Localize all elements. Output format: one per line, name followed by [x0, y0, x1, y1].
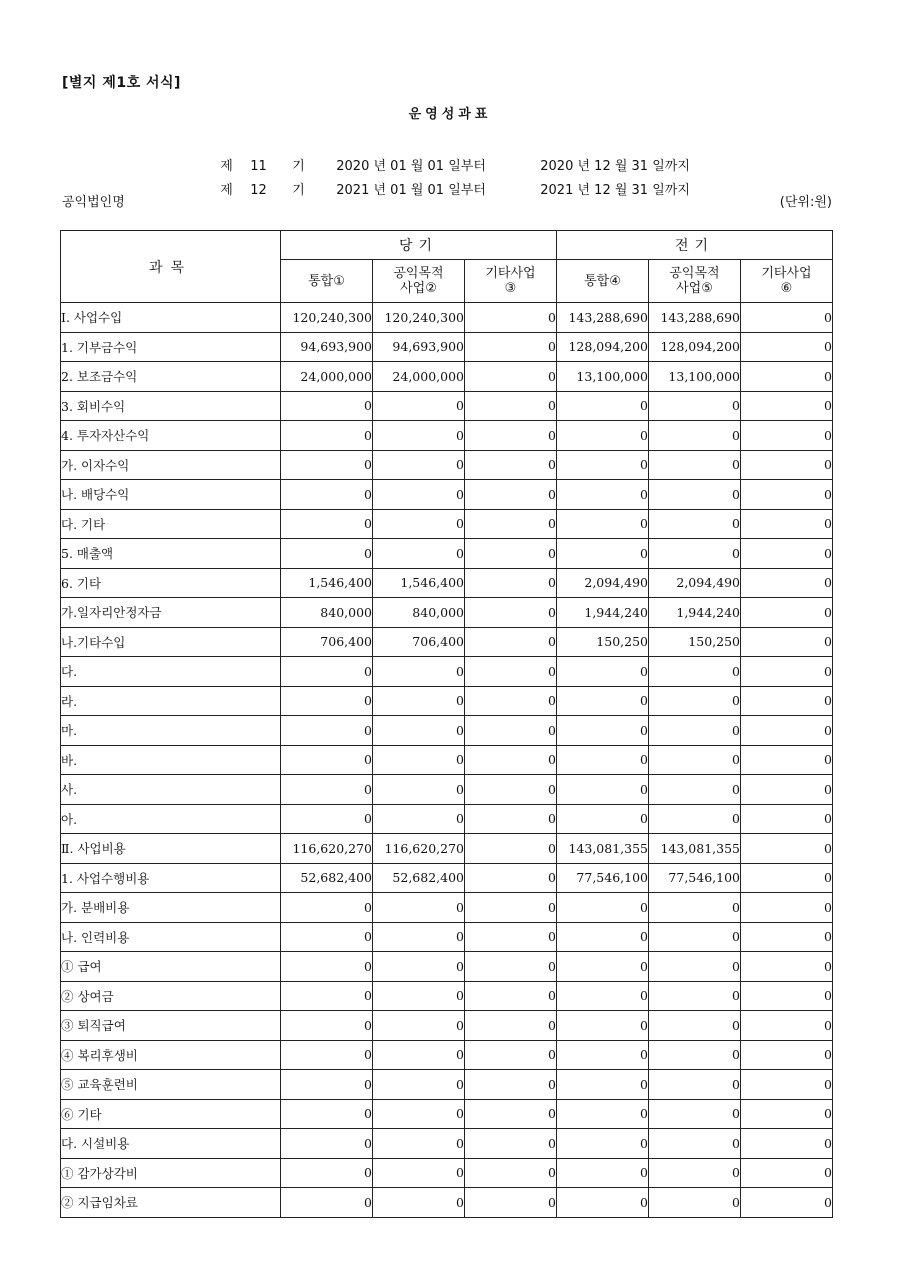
amount-cell: 0	[649, 450, 741, 480]
amount-cell: 0	[649, 421, 741, 451]
amount-cell: 0	[281, 450, 373, 480]
table-row	[61, 922, 833, 952]
amount-cell: 0	[465, 627, 557, 657]
period-line-current	[212, 164, 690, 198]
amount-cell: 0	[373, 1070, 465, 1100]
amount-cell: 0	[465, 804, 557, 834]
amount-cell: 143,288,690	[557, 303, 649, 333]
amount-cell: 0	[649, 1040, 741, 1070]
row-label: 다. 시설비용	[61, 1129, 281, 1159]
amount-cell: 0	[557, 1011, 649, 1041]
amount-cell: 0	[741, 893, 833, 923]
row-label: Ⅱ. 사업비용	[61, 834, 281, 864]
amount-cell: 0	[557, 981, 649, 1011]
row-label: 나.기타수입	[61, 627, 281, 657]
amount-cell: 0	[373, 539, 465, 569]
amount-cell: 0	[741, 480, 833, 510]
col-header-other-prior	[741, 260, 833, 303]
amount-cell: 77,546,100	[649, 863, 741, 893]
amount-cell: 0	[649, 1129, 741, 1159]
amount-cell: 0	[465, 1188, 557, 1218]
row-label: 6. 기타	[61, 568, 281, 598]
amount-cell: 0	[465, 391, 557, 421]
table-row	[61, 834, 833, 864]
amount-cell: 0	[649, 952, 741, 982]
amount-cell: 0	[649, 391, 741, 421]
row-label: 사.	[61, 775, 281, 805]
amount-cell: 1,546,400	[373, 568, 465, 598]
amount-cell: 0	[465, 509, 557, 539]
table-row	[61, 1188, 833, 1218]
row-label: 1. 사업수행비용	[61, 863, 281, 893]
amount-cell: 128,094,200	[557, 332, 649, 362]
row-label: 가. 이자수익	[61, 450, 281, 480]
amount-cell: 0	[741, 922, 833, 952]
amount-cell: 0	[741, 745, 833, 775]
amount-cell: 706,400	[281, 627, 373, 657]
amount-cell: 0	[281, 1129, 373, 1159]
table-row	[61, 450, 833, 480]
corporation-name-label: 공익법인명	[62, 195, 125, 210]
amount-cell: 0	[373, 1158, 465, 1188]
amount-cell: 0	[465, 745, 557, 775]
amount-cell: 0	[557, 922, 649, 952]
amount-cell: 0	[557, 804, 649, 834]
row-label: 다. 기타	[61, 509, 281, 539]
amount-cell: 0	[465, 657, 557, 687]
amount-cell: 0	[281, 1188, 373, 1218]
col-header-text: ③	[504, 281, 517, 296]
amount-cell: 0	[741, 981, 833, 1011]
table-row	[61, 391, 833, 421]
amount-cell: 0	[281, 391, 373, 421]
table-row	[61, 303, 833, 333]
row-label: ⑤ 교육훈련비	[61, 1070, 281, 1100]
amount-cell: 0	[373, 745, 465, 775]
table-row	[61, 509, 833, 539]
amount-cell: 0	[373, 686, 465, 716]
amount-cell: 0	[741, 952, 833, 982]
amount-cell: 0	[465, 981, 557, 1011]
amount-cell: 77,546,100	[557, 863, 649, 893]
row-label: 가.일자리안정자금	[61, 598, 281, 628]
amount-cell: 0	[465, 834, 557, 864]
row-label: 3. 회비수익	[61, 391, 281, 421]
amount-cell: 0	[465, 1099, 557, 1129]
period-to: 2020 년 12 월 31 일까지	[540, 159, 690, 174]
amount-cell: 0	[741, 303, 833, 333]
prior-period-header: 전기	[557, 231, 833, 260]
amount-cell: 0	[557, 745, 649, 775]
col-header-text: 공익목적	[669, 266, 720, 281]
col-header-text: 통합④	[584, 273, 621, 289]
amount-cell: 0	[741, 450, 833, 480]
row-label: 가. 분배비용	[61, 893, 281, 923]
amount-cell: 0	[741, 1099, 833, 1129]
col-header-public-current	[373, 260, 465, 303]
amount-cell: 0	[741, 509, 833, 539]
amount-cell: 0	[465, 450, 557, 480]
amount-cell: 24,000,000	[373, 362, 465, 392]
amount-cell: 0	[373, 509, 465, 539]
amount-cell: 0	[373, 893, 465, 923]
table-row	[61, 981, 833, 1011]
table-row	[61, 1070, 833, 1100]
col-header-total-current	[281, 260, 373, 303]
amount-cell: 0	[465, 775, 557, 805]
amount-cell: 143,288,690	[649, 303, 741, 333]
amount-cell: 0	[465, 568, 557, 598]
amount-cell: 0	[281, 1070, 373, 1100]
amount-cell: 0	[649, 745, 741, 775]
amount-cell: 0	[649, 1070, 741, 1100]
amount-cell: 0	[557, 421, 649, 451]
table-row	[61, 539, 833, 569]
amount-cell: 0	[465, 362, 557, 392]
amount-cell: 0	[741, 391, 833, 421]
period-from: 2020 년 01 월 01 일부터	[336, 159, 486, 174]
amount-cell: 0	[465, 922, 557, 952]
amount-cell: 0	[649, 1158, 741, 1188]
amount-cell: 0	[557, 450, 649, 480]
amount-cell: 0	[741, 804, 833, 834]
period-je: 제	[220, 183, 233, 198]
amount-cell: 0	[465, 1158, 557, 1188]
amount-cell: 0	[281, 952, 373, 982]
table-row	[61, 716, 833, 746]
amount-cell: 0	[465, 952, 557, 982]
row-label: ② 상여금	[61, 981, 281, 1011]
amount-cell: 0	[741, 568, 833, 598]
table-row	[61, 568, 833, 598]
amount-cell: 0	[465, 332, 557, 362]
col-header-text: 기타사업	[485, 266, 536, 281]
amount-cell: 0	[557, 1158, 649, 1188]
period-number: 11	[250, 159, 267, 174]
amount-cell: 0	[649, 1188, 741, 1218]
row-label: ⑥ 기타	[61, 1099, 281, 1129]
amount-cell: 0	[741, 1040, 833, 1070]
amount-cell: 0	[557, 539, 649, 569]
amount-cell: 0	[281, 775, 373, 805]
amount-cell: 120,240,300	[373, 303, 465, 333]
row-label: 아.	[61, 804, 281, 834]
amount-cell: 0	[741, 627, 833, 657]
amount-cell: 0	[741, 362, 833, 392]
amount-cell: 0	[741, 863, 833, 893]
amount-cell: 0	[557, 952, 649, 982]
amount-cell: 0	[557, 1188, 649, 1218]
amount-cell: 0	[465, 686, 557, 716]
amount-cell: 0	[649, 1011, 741, 1041]
amount-cell: 143,081,355	[557, 834, 649, 864]
amount-cell: 0	[373, 1040, 465, 1070]
amount-cell: 0	[281, 657, 373, 687]
amount-cell: 2,094,490	[557, 568, 649, 598]
amount-cell: 706,400	[373, 627, 465, 657]
amount-cell: 0	[557, 893, 649, 923]
row-label: Ⅰ. 사업수입	[61, 303, 281, 333]
amount-cell: 0	[741, 1188, 833, 1218]
amount-cell: 0	[649, 775, 741, 805]
amount-cell: 0	[281, 804, 373, 834]
table-row	[61, 332, 833, 362]
amount-cell: 0	[649, 922, 741, 952]
amount-cell: 150,250	[557, 627, 649, 657]
amount-cell: 1,944,240	[649, 598, 741, 628]
amount-cell: 0	[557, 391, 649, 421]
current-period-header: 당기	[281, 231, 557, 260]
row-label: 2. 보조금수익	[61, 362, 281, 392]
amount-cell: 1,944,240	[557, 598, 649, 628]
amount-cell: 0	[557, 1070, 649, 1100]
table-row	[61, 1099, 833, 1129]
amount-cell: 0	[373, 657, 465, 687]
table-row	[61, 421, 833, 451]
amount-cell: 0	[373, 775, 465, 805]
amount-cell: 116,620,270	[373, 834, 465, 864]
amount-cell: 0	[649, 539, 741, 569]
amount-cell: 0	[741, 834, 833, 864]
amount-cell: 2,094,490	[649, 568, 741, 598]
amount-cell: 0	[557, 1040, 649, 1070]
amount-cell: 0	[373, 1188, 465, 1218]
amount-cell: 0	[465, 480, 557, 510]
row-label: 마.	[61, 716, 281, 746]
amount-cell: 0	[557, 480, 649, 510]
table-row	[61, 775, 833, 805]
amount-cell: 0	[373, 1129, 465, 1159]
amount-cell: 0	[649, 509, 741, 539]
amount-cell: 0	[373, 421, 465, 451]
amount-cell: 0	[741, 1011, 833, 1041]
col-header-text: 사업⑤	[676, 281, 713, 296]
amount-cell: 0	[281, 480, 373, 510]
amount-cell: 0	[649, 657, 741, 687]
amount-cell: 94,693,900	[373, 332, 465, 362]
amount-cell: 128,094,200	[649, 332, 741, 362]
col-header-text: 기타사업	[761, 266, 812, 281]
amount-cell: 0	[557, 657, 649, 687]
amount-cell: 150,250	[649, 627, 741, 657]
amount-cell: 0	[373, 1011, 465, 1041]
amount-cell: 0	[465, 598, 557, 628]
col-header-text: ⑥	[780, 281, 793, 296]
amount-cell: 0	[741, 1158, 833, 1188]
amount-cell: 0	[649, 893, 741, 923]
amount-cell: 0	[557, 1129, 649, 1159]
table-row	[61, 1011, 833, 1041]
amount-cell: 0	[741, 539, 833, 569]
amount-cell: 0	[373, 716, 465, 746]
period-je: 제	[220, 159, 233, 174]
amount-cell: 0	[281, 686, 373, 716]
amount-cell: 0	[465, 421, 557, 451]
amount-cell: 0	[741, 1129, 833, 1159]
amount-cell: 0	[465, 1070, 557, 1100]
amount-cell: 0	[281, 509, 373, 539]
amount-cell: 0	[465, 893, 557, 923]
operating-results-table	[60, 230, 833, 1218]
col-header-public-prior	[649, 260, 741, 303]
amount-cell: 0	[281, 981, 373, 1011]
table-row	[61, 1040, 833, 1070]
amount-cell: 0	[373, 804, 465, 834]
row-label: ④ 복리후생비	[61, 1040, 281, 1070]
amount-cell: 52,682,400	[373, 863, 465, 893]
amount-cell: 0	[649, 804, 741, 834]
amount-cell: 24,000,000	[281, 362, 373, 392]
amount-cell: 0	[281, 1099, 373, 1129]
amount-cell: 0	[373, 480, 465, 510]
amount-cell: 0	[557, 686, 649, 716]
amount-cell: 0	[281, 1011, 373, 1041]
document-title: 운영성과표	[408, 107, 492, 122]
amount-cell: 0	[649, 981, 741, 1011]
amount-cell: 0	[465, 863, 557, 893]
table-row	[61, 598, 833, 628]
amount-cell: 0	[281, 716, 373, 746]
period-from: 2021 년 01 월 01 일부터	[336, 183, 486, 198]
amount-cell: 0	[281, 893, 373, 923]
amount-cell: 0	[373, 391, 465, 421]
subject-header: 과목	[61, 231, 281, 303]
amount-cell: 0	[649, 1099, 741, 1129]
amount-cell: 0	[741, 657, 833, 687]
row-label: 나. 인력비용	[61, 922, 281, 952]
col-header-other-current	[465, 260, 557, 303]
amount-cell: 0	[465, 1129, 557, 1159]
period-to: 2021 년 12 월 31 일까지	[540, 183, 690, 198]
amount-cell: 0	[649, 686, 741, 716]
amount-cell: 116,620,270	[281, 834, 373, 864]
amount-cell: 0	[373, 952, 465, 982]
table-row	[61, 686, 833, 716]
period-gi: 기	[292, 183, 305, 198]
row-label: 1. 기부금수익	[61, 332, 281, 362]
table-row	[61, 480, 833, 510]
amount-cell: 13,100,000	[557, 362, 649, 392]
amount-cell: 0	[373, 1099, 465, 1129]
amount-cell: 0	[281, 1040, 373, 1070]
table-row	[61, 362, 833, 392]
row-label: 4. 투자자산수익	[61, 421, 281, 451]
amount-cell: 0	[557, 716, 649, 746]
amount-cell: 0	[649, 480, 741, 510]
amount-cell: 52,682,400	[281, 863, 373, 893]
amount-cell: 0	[649, 716, 741, 746]
amount-cell: 0	[465, 303, 557, 333]
col-header-text: 통합①	[308, 273, 345, 289]
amount-cell: 0	[557, 1099, 649, 1129]
amount-cell: 143,081,355	[649, 834, 741, 864]
amount-cell: 120,240,300	[281, 303, 373, 333]
amount-cell: 0	[373, 450, 465, 480]
table-row	[61, 804, 833, 834]
col-header-total-prior	[557, 260, 649, 303]
amount-cell: 0	[281, 922, 373, 952]
amount-cell: 0	[741, 1070, 833, 1100]
amount-cell: 0	[465, 1011, 557, 1041]
amount-cell: 840,000	[281, 598, 373, 628]
col-header-text: 사업②	[400, 281, 437, 296]
form-title: [별지 제1호 서식]	[62, 75, 181, 91]
amount-cell: 0	[557, 509, 649, 539]
amount-cell: 840,000	[373, 598, 465, 628]
amount-cell: 0	[741, 332, 833, 362]
amount-cell: 13,100,000	[649, 362, 741, 392]
table-row	[61, 657, 833, 687]
amount-cell: 0	[373, 922, 465, 952]
period-gi: 기	[292, 159, 305, 174]
amount-cell: 0	[465, 539, 557, 569]
table-row	[61, 627, 833, 657]
amount-cell: 0	[281, 421, 373, 451]
amount-cell: 0	[557, 775, 649, 805]
row-label: ① 감가상각비	[61, 1158, 281, 1188]
table-row	[61, 1129, 833, 1159]
amount-cell: 0	[465, 716, 557, 746]
table-row	[61, 745, 833, 775]
row-label: 다.	[61, 657, 281, 687]
amount-cell: 0	[281, 539, 373, 569]
amount-cell: 0	[741, 686, 833, 716]
amount-cell: 0	[373, 981, 465, 1011]
unit-label: (단위:원)	[779, 195, 832, 210]
amount-cell: 0	[281, 745, 373, 775]
row-label: ① 급여	[61, 952, 281, 982]
amount-cell: 1,546,400	[281, 568, 373, 598]
row-label: 나. 배당수익	[61, 480, 281, 510]
row-label: 5. 매출액	[61, 539, 281, 569]
table-row	[61, 893, 833, 923]
period-number: 12	[250, 183, 267, 198]
amount-cell: 94,693,900	[281, 332, 373, 362]
amount-cell: 0	[741, 598, 833, 628]
amount-cell: 0	[741, 775, 833, 805]
row-label: ② 지급임차료	[61, 1188, 281, 1218]
row-label: ③ 퇴직급여	[61, 1011, 281, 1041]
row-label: 라.	[61, 686, 281, 716]
table-row	[61, 1158, 833, 1188]
amount-cell: 0	[465, 1040, 557, 1070]
table-row	[61, 952, 833, 982]
table-row	[61, 863, 833, 893]
amount-cell: 0	[281, 1158, 373, 1188]
row-label: 바.	[61, 745, 281, 775]
amount-cell: 0	[741, 716, 833, 746]
amount-cell: 0	[741, 421, 833, 451]
col-header-text: 공익목적	[393, 266, 444, 281]
